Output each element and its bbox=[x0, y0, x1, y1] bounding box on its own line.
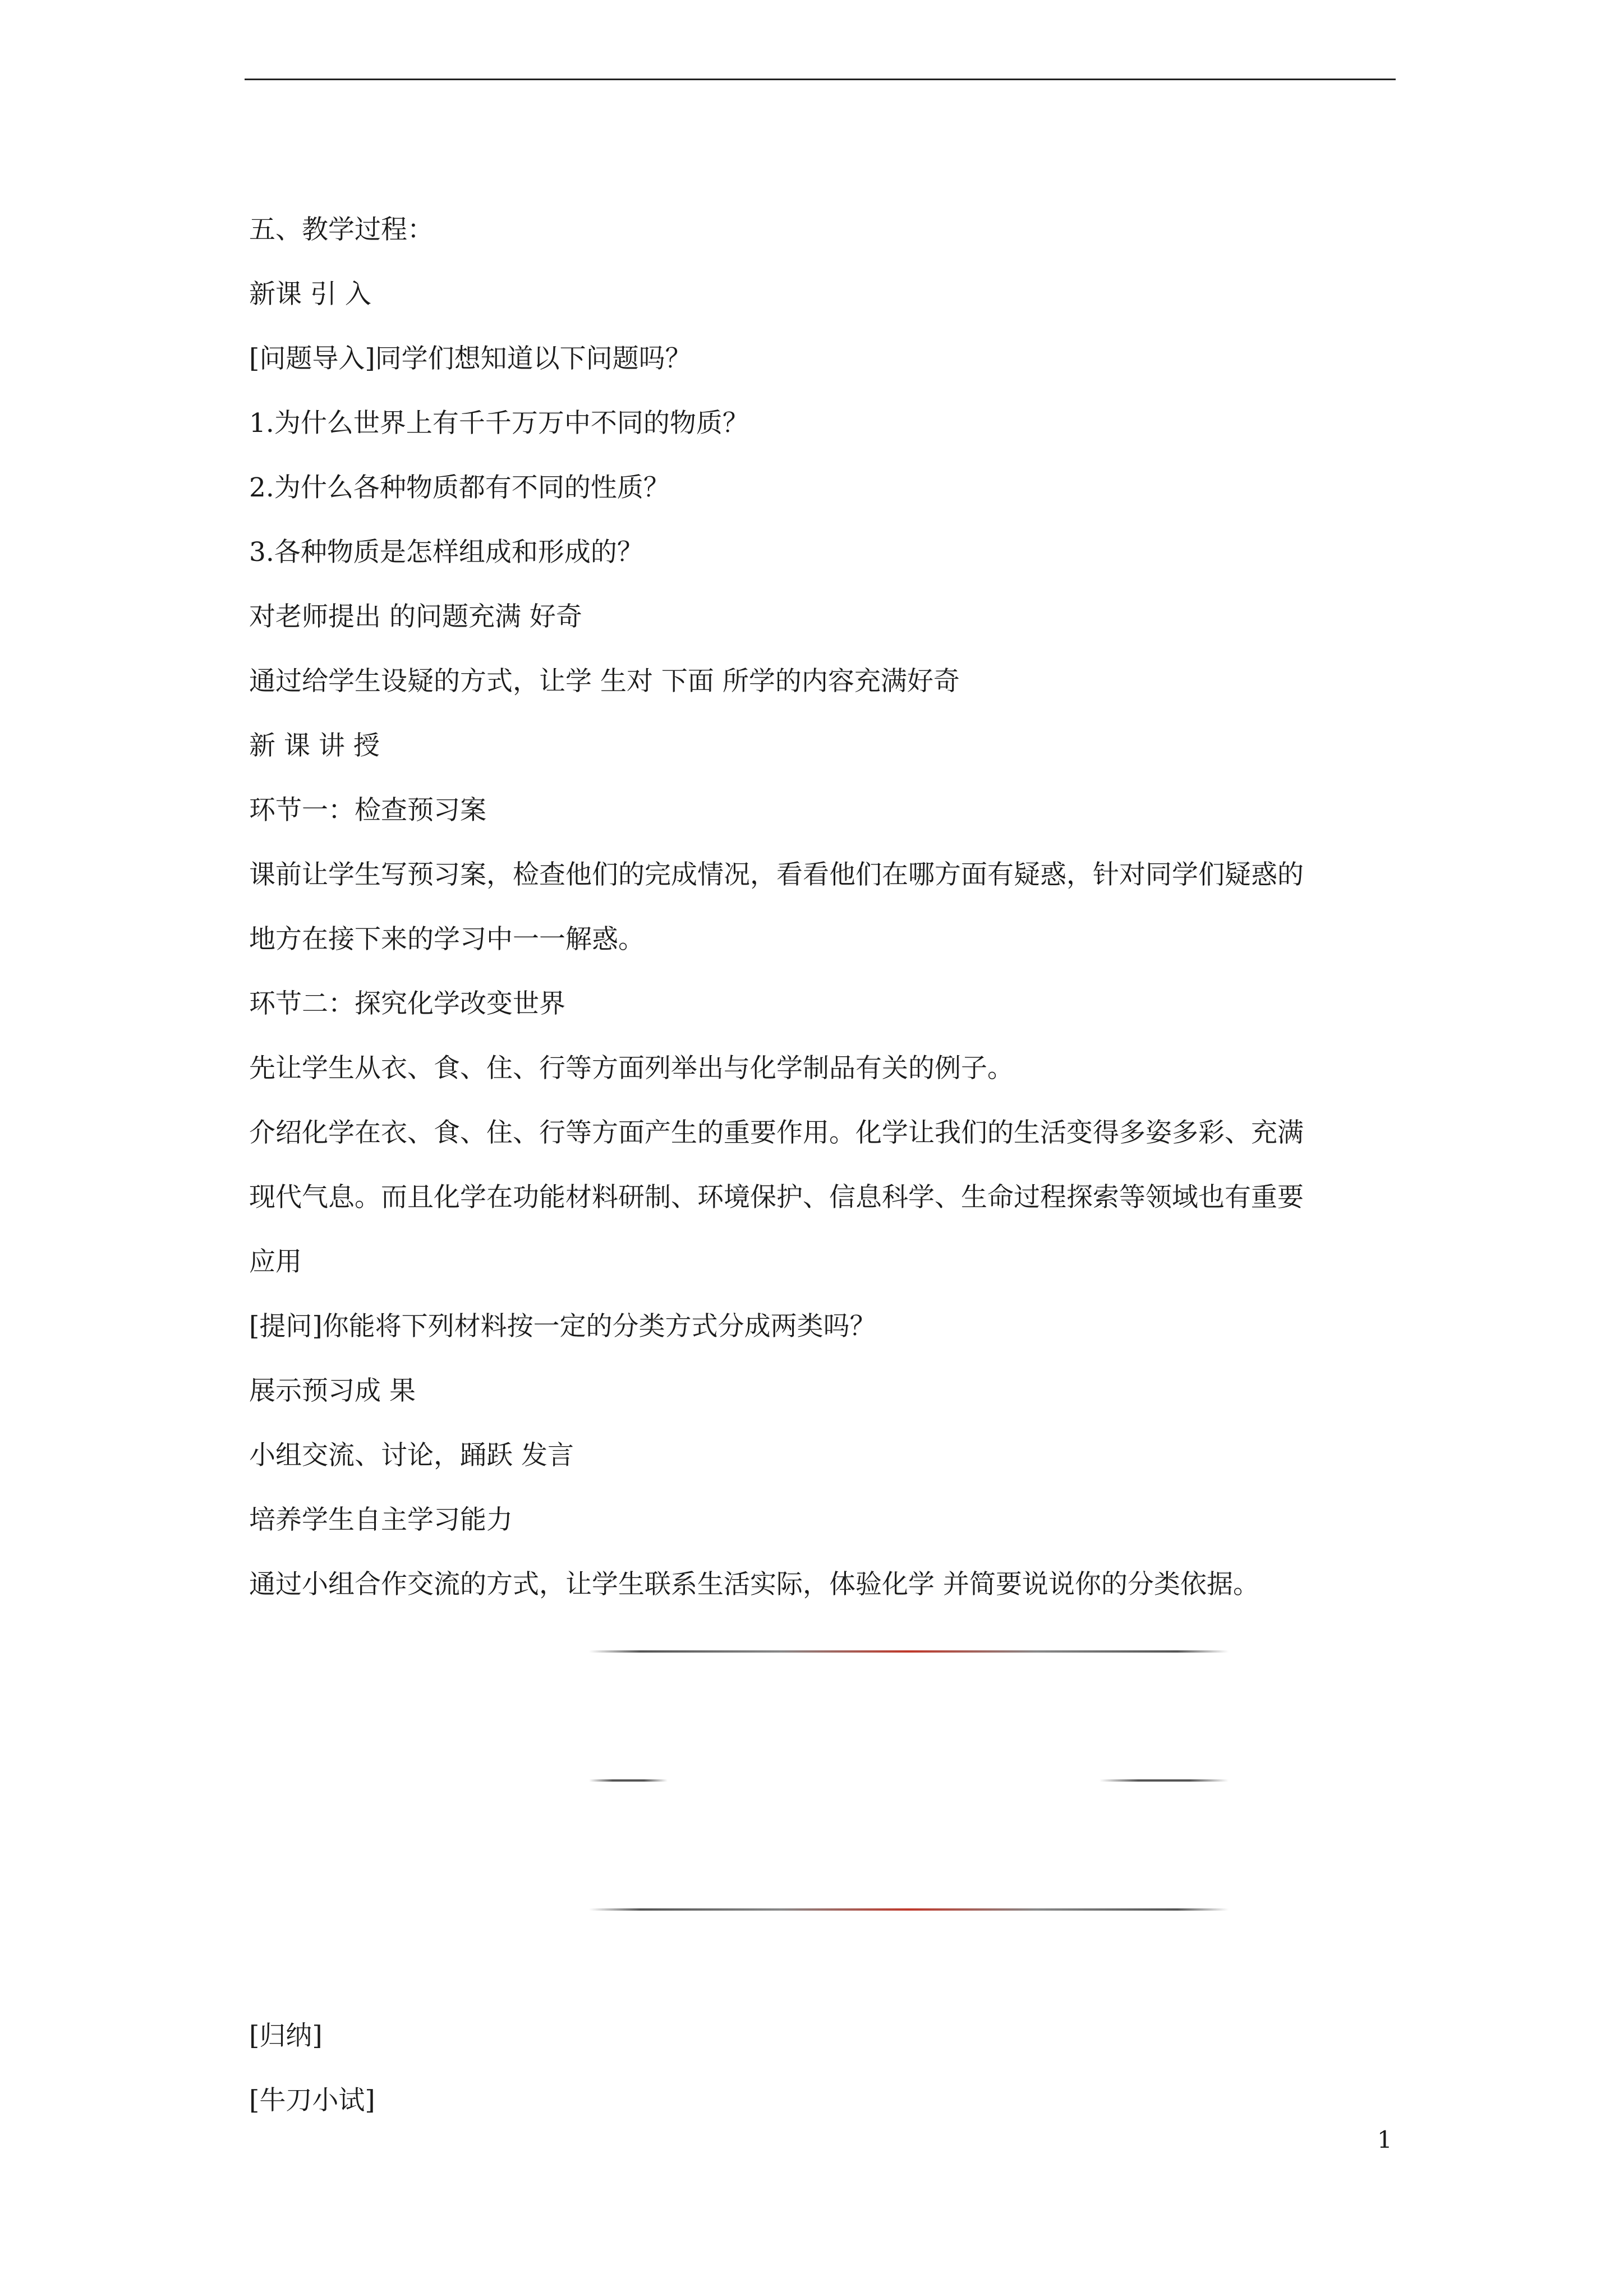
text-line: [问题导入]同学们想知道以下问题吗？ bbox=[249, 343, 692, 374]
text-line: 培养学生自主学习能力 bbox=[249, 1504, 513, 1535]
text-line: 环节二：探究化学改变世界 bbox=[249, 988, 565, 1019]
separator-line bbox=[1099, 1779, 1229, 1782]
text-line: 小组交流、讨论，踊跃 发言 bbox=[249, 1440, 574, 1471]
text-line: 五、教学过程： bbox=[249, 214, 434, 245]
separator-line bbox=[589, 1908, 1229, 1911]
text-line: 展示预习成 果 bbox=[249, 1375, 416, 1406]
text-line: 地方在接下来的学习中一一解惑。 bbox=[249, 924, 645, 955]
separator-line bbox=[589, 1650, 1229, 1653]
separator-line bbox=[589, 1779, 668, 1782]
text-line: 应用 bbox=[249, 1246, 302, 1277]
text-line: 1.为什么世界上有千千万万中不同的物质？ bbox=[249, 408, 749, 439]
text-line: [牛刀小试] bbox=[249, 2085, 375, 2116]
text-line: 通过给学生设疑的方式，让学 生对 下面 所学的内容充满好奇 bbox=[249, 666, 960, 697]
text-line: [提问]你能将下列材料按一定的分类方式分成两类吗？ bbox=[249, 1311, 876, 1342]
text-line: 2.为什么各种物质都有不同的性质？ bbox=[249, 472, 670, 503]
text-line: 现代气息。而且化学在功能材料研制、环境保护、信息科学、生命过程探索等领域也有重要 bbox=[249, 1182, 1304, 1213]
text-line: [归纳] bbox=[249, 2021, 323, 2051]
page-number: 1 bbox=[1377, 2126, 1392, 2154]
text-line: 课前让学生写预习案，检查他们的完成情况，看看他们在哪方面有疑惑，针对同学们疑惑的 bbox=[249, 859, 1304, 890]
text-line: 新课 引 入 bbox=[249, 279, 371, 310]
text-line: 介绍化学在衣、食、住、行等方面产生的重要作用。化学让我们的生活变得多姿多彩、充满 bbox=[249, 1117, 1304, 1148]
header-rule bbox=[245, 79, 1396, 80]
text-line: 新 课 讲 授 bbox=[249, 730, 380, 761]
text-line: 3.各种物质是怎样组成和形成的？ bbox=[249, 537, 643, 568]
text-line: 通过小组合作交流的方式，让学生联系生活实际，体验化学 并简要说说你的分类依据。 bbox=[249, 1569, 1259, 1600]
text-line: 先让学生从衣、食、住、行等方面列举出与化学制品有关的例子。 bbox=[249, 1053, 1014, 1084]
text-line: 环节一：检查预习案 bbox=[249, 795, 486, 826]
text-line: 对老师提出 的问题充满 好奇 bbox=[249, 601, 582, 632]
